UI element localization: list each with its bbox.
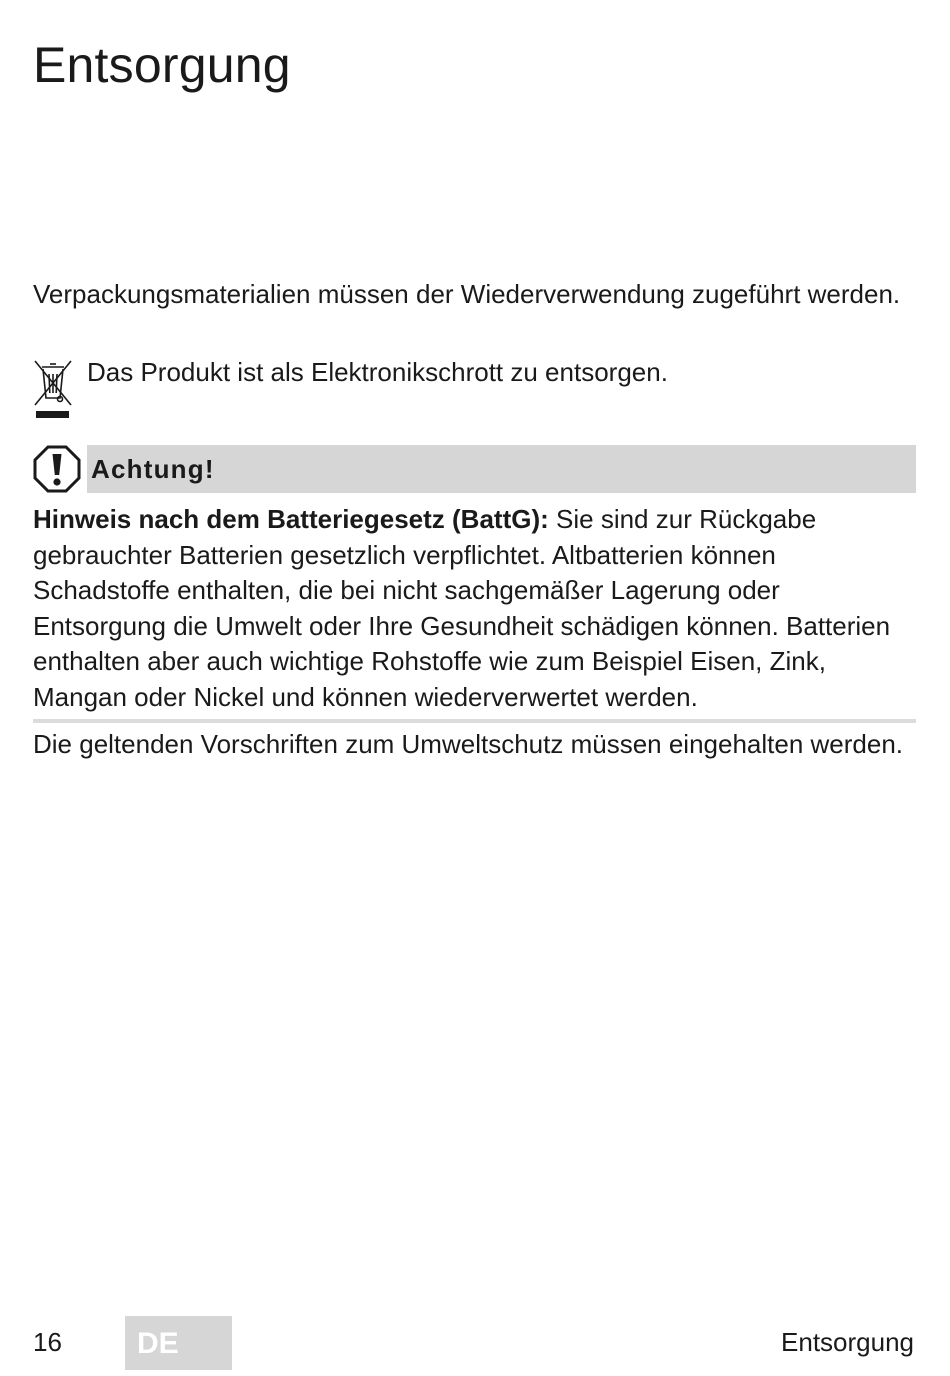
- warning-label: Achtung!: [91, 454, 215, 484]
- page-number: 16: [33, 1327, 62, 1357]
- weee-notice: [33, 355, 913, 421]
- language-tab: [125, 1316, 232, 1370]
- battery-notice: [33, 502, 913, 715]
- language-label: DE: [137, 1327, 179, 1360]
- environment-note: Die geltenden Vorschriften zum Umweltschutz müssen eingehalten werden.: [33, 729, 904, 759]
- battery-notice-lead: Hinweis nach dem Batteriegesetz (BattG):: [33, 504, 549, 534]
- weee-text: Das Produkt ist als Elektronikschrott zu entsorgen.: [87, 357, 668, 387]
- section-divider: [33, 719, 916, 723]
- warning-header: [33, 445, 916, 493]
- page-title: Entsorgung: [33, 37, 291, 93]
- packaging-note: Verpackungsmaterialien müssen der Wiederverwendung zugeführt werden.: [33, 279, 901, 309]
- footer-section-title: Entsorgung: [781, 1327, 914, 1357]
- battery-notice-body: Sie sind zur Rückgabe gebrauchter Batterien gesetzlich verpflichtet. Altbatterien können Schadstoffe enthalten, die bei nicht sachgemäßer Lagerung oder Entsorgung die Umwelt oder Ihre Gesundheit schädigen können. Batterien enthalten aber auch wichtige Rohstoffe wie zum Beispiel Eisen, Zink, Mangan oder Nickel und können wiederverwertet werden.: [33, 504, 891, 712]
- crossed-out-wheelie-bin-icon: [33, 358, 73, 420]
- warning-bar: [87, 445, 916, 493]
- exclamation-octagon-icon: [33, 445, 81, 493]
